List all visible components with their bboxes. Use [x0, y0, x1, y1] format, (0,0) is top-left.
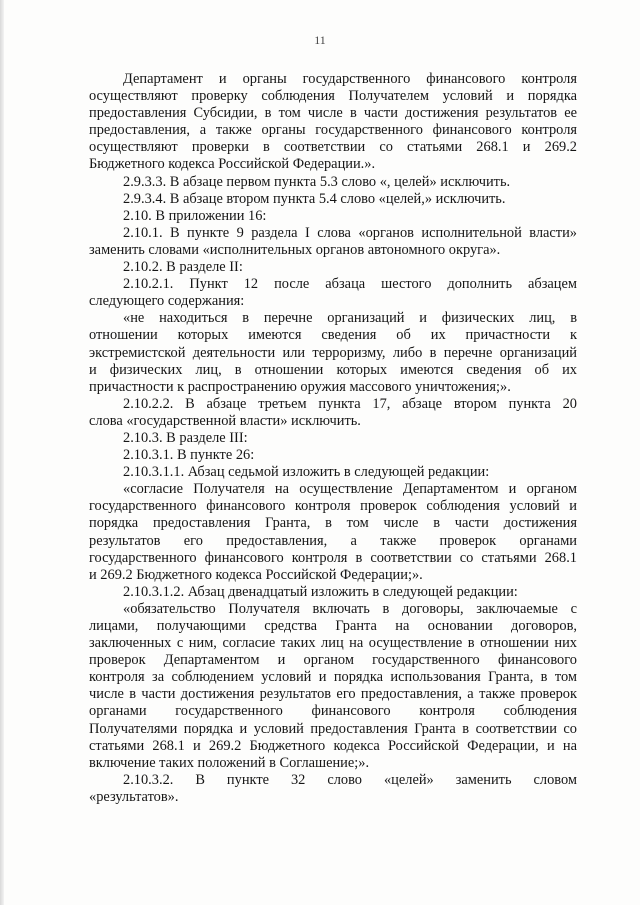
text-line: 2.10.3.1.2. Абзац двенадцатый изложить в следующей редакции: — [123, 583, 518, 600]
text-line: 2.9.3.3. В абзаце первом пункта 5.3 слово «, целей» исключить. — [123, 173, 511, 190]
text-line: Получателями порядка и условий предоставления Гранта в соответствии со — [89, 720, 577, 737]
text-line: 2.10. В приложении 16: — [123, 207, 267, 224]
text-line: контроля за соблюдением условий и порядка использования Гранта, в том — [89, 669, 577, 686]
scan-left-edge — [0, 0, 4, 905]
page-number: 11 — [314, 33, 326, 47]
text-line: 2.9.3.4. В абзаце втором пункта 5.4 слово «целей,» исключить. — [123, 190, 506, 207]
text-line: 2.10.2. В разделе II: — [123, 259, 243, 276]
text-line: предоставления, а также органы государственного финансового контроля — [89, 122, 577, 139]
text-line: осуществляют проверки в соответствии со статьями 268.1 и 269.2 — [89, 139, 577, 156]
text-line: 2.10.2.1. Пункт 12 после абзаца шестого дополнить абзацем — [123, 276, 577, 293]
text-line: государственного финансового контроля проверок соблюдения условий и — [89, 498, 577, 515]
text-line: лицами, получающими средства Гранта на основании договоров, — [89, 618, 577, 634]
text-line: и 269.2 Бюджетного кодекса Российской Федерации;». — [89, 566, 423, 583]
text-line: заключенных с ним, согласие таких лиц на осуществление в отношении них — [89, 635, 577, 652]
text-line: 2.10.2.2. В абзаце третьем пункта 17, абзаце втором пункта 20 — [123, 395, 577, 412]
text-line: включение таких положений в Соглашение;». — [89, 754, 370, 771]
text-line: числе в части достижения результатов его предоставления, а также проверок — [89, 686, 577, 703]
text-line: предоставления Субсидии, в том числе в части достижения результатов ее — [89, 105, 577, 122]
text-line: органами государственного финансового контроля соблюдения — [89, 703, 577, 720]
text-line: государственного финансового контроля в соответствии со статьями 268.1 — [89, 549, 577, 566]
text-line: Бюджетного кодекса Российской Федерации.». — [89, 156, 376, 173]
text-line: 2.10.3. В разделе III: — [123, 429, 248, 446]
text-line: отношении которых имеются сведения об их причастности к — [89, 327, 577, 344]
text-line: заменить словами «исполнительных органов автономного округа». — [89, 241, 501, 258]
text-line: и физических лиц, в отношении которых имеются сведения об их — [89, 361, 577, 378]
text-line: порядка предоставления Гранта, в том числе в части достижения — [89, 515, 577, 532]
text-line: «согласие Получателя на осуществление Департаментом и органом — [123, 481, 577, 498]
text-line: причастности к распространению оружия массового уничтожения;». — [89, 378, 511, 395]
document-body — [89, 71, 577, 806]
text-line: статьями 268.1 и 269.2 Бюджетного кодекса Российской Федерации, и на — [89, 737, 577, 754]
text-line: 2.10.3.2. В пункте 32 слово «целей» заменить словом — [123, 771, 577, 788]
text-line: 2.10.3.1.1. Абзац седьмой изложить в следующей редакции: — [123, 464, 490, 481]
text-line: слова «государственной власти» исключить. — [89, 412, 361, 429]
text-line: следующего содержания: — [89, 293, 245, 310]
text-line: «результатов». — [89, 788, 179, 805]
text-line: 2.10.3.1. В пункте 26: — [123, 447, 255, 464]
text-line: осуществляют проверку соблюдения Получателем условий и порядка — [89, 88, 577, 105]
text-line: экстремистской деятельности или терроризму, либо в перечне организаций — [89, 344, 577, 361]
text-line: Департамент и органы государственного финансового контроля — [123, 71, 577, 87]
text-line: проверок Департаментом и органом государственного финансового — [89, 652, 577, 669]
text-line: результатов его предоставления, а также проверок органами — [89, 532, 577, 549]
text-line: 2.10.1. В пункте 9 раздела I слова «органов исполнительной власти» — [123, 224, 577, 241]
text-line: «не находиться в перечне организаций и физических лиц, в — [123, 310, 577, 327]
text-line: «обязательство Получателя включать в договоры, заключаемые с — [123, 600, 577, 617]
